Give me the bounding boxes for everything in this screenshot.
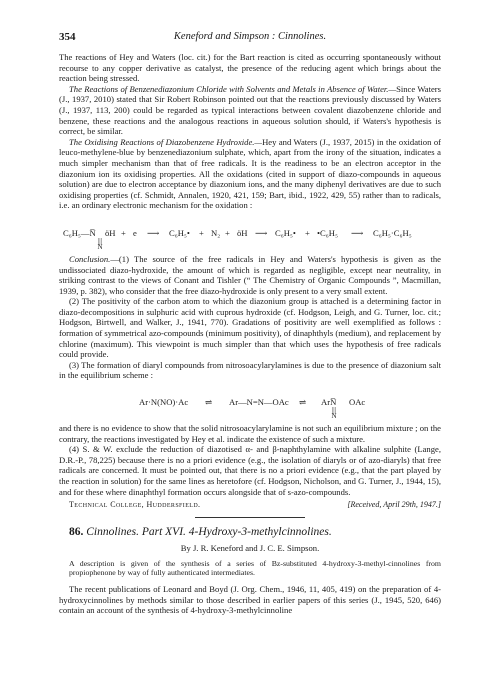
divider-rule bbox=[195, 517, 305, 518]
eq1-token: + bbox=[121, 227, 126, 238]
conclusion-1 bbox=[59, 254, 441, 296]
eq1-token: C₆H₅• bbox=[275, 227, 296, 238]
page-number: 354 bbox=[59, 31, 76, 43]
eq1-token: ⟶ bbox=[147, 227, 160, 238]
article-intro: The recent publications of Leonard and Boyd (J. Org. Chem., 1946, 11, 405, 419) on the preparation of 4-hydroxycinnolines by methods similar to those described in earlier papers of this series (J., 1945, 520, 646) contain an account of the synthesis of 4-hydroxy-3-methylcinnoline bbox=[59, 583, 441, 616]
received-date: [Received, April 29th, 1947.] bbox=[347, 500, 441, 510]
eq2-token: Ar—N=N—OAc bbox=[229, 397, 289, 408]
paragraph-3 bbox=[59, 137, 441, 211]
eq1-token: öH bbox=[237, 227, 248, 238]
eq1-token: •C₆H₅ bbox=[317, 227, 338, 238]
eq2-token: ⇌ bbox=[299, 397, 307, 408]
paragraph-1: The reactions of Hey and Waters (loc. cit.) for the Bart reaction is cited as occurring spontaneously without recourse to any copper derivative as catalyst, the presence of the reducing agent which brings about the reaction being stressed. bbox=[59, 52, 441, 84]
conclusion-3b: and there is no evidence to show that the solid nitrosoacylarylamine is not such an equilibrium mixture ; on the contrary, the reactions investigated by Hey et al. indicate the existence of such a mixture. bbox=[59, 423, 441, 444]
paragraph-2-text: Since Waters (J., 1937, 2010) stated that Sir Robert Robinson pointed out that the reactions previously discussed by Waters (J., 1937, 113, 200) could be regarded as typical interactions between covalent diazobenzene chloride and benzene, these reactions and the analogous reactions in aqueous solution should, if Waters's hypothesis is correct, be similar. bbox=[59, 83, 442, 137]
conclusion-3: (3) The formation of diaryl compounds from nitrosoacylarylamines is due to the presence of diazonium salt in the equilibrium scheme : bbox=[59, 359, 441, 381]
affiliation-line bbox=[59, 500, 441, 511]
conclusion-1-text: —(1) The source of the free radicals in Hey and Waters's hypothesis is given as the undissociated diazo-hydroxide, the amount of which is regarded as negligible, except near neutrality, in striking contrast to the views of Conant and Tishler (“ The Chemistry of Organic Compounds ”, Macmillan, 1939, p. 382), who consider that the free diazo-hydroxide is only present to a very small extent. bbox=[59, 253, 441, 296]
article-byline: By J. R. Keneford and J. C. E. Simpson. bbox=[180, 543, 320, 554]
article-title: Cinnolines. Part XVI. 4-Hydroxy-3-methylcinnolines. bbox=[86, 526, 332, 539]
page-body bbox=[59, 52, 441, 616]
conclusion-heading: Conclusion. bbox=[69, 253, 111, 264]
eq2-token: Ar·N(NO)·Ac bbox=[139, 397, 189, 408]
conclusion-2: (2) The positivity of the carbon atom to which the diazonium group is attached is a determining factor in diazo-decompositions in sulphuric acid with cuprous hydroxide (cf. Hodgson, Leigh, and G. Turner, loc. cit.; Hodgson, Birtwell, and Walker, J., 1941, 770). Gradations of positivity are well exemplified as follows : formation of symmetrical azo-compounds (minimum positivity), of dinaphthyls (medium), and replacement by chlorine (maximum). This viewpoint is much simpler than that which uses the hypothesis of free radicals could provide. bbox=[59, 296, 441, 360]
eq1-token: C₆H₅—N̅ bbox=[63, 227, 96, 238]
eq2-token: OAc bbox=[349, 397, 366, 408]
eq1-token: + bbox=[305, 227, 310, 238]
paragraph-2 bbox=[59, 84, 441, 137]
eq2-token: ⇌ bbox=[205, 397, 213, 408]
article-heading bbox=[69, 526, 441, 539]
page-header bbox=[59, 31, 441, 45]
eq1-token: N₂ bbox=[211, 227, 221, 238]
eq1-token: C₆H₅·C₆H₅ bbox=[373, 227, 412, 238]
equation-1 bbox=[59, 218, 441, 251]
triple-bond-mark: ||| N bbox=[97, 236, 103, 251]
paragraph-3-text: Hey and Waters (J., 1937, 2015) in the oxidation of leuco-methylene-blue by benzenediazonium sulphate, which, apart from the irony of the situation, indicates a much simpler mechanism than that of free radicals. It is the readiness to be an electron acceptor in the diazonium ion its oxidising properties. All the oxidations (cited in support of diazo-compounds in aqueous solution) are due to electron acceptance by diazonium ions, and the many diphenyl derivatives are due to such oxidising properties (cf. Schmidt, Annalen, 1920, 421, 159; Bart, ibid., 1922, 429, 55) rather than to radicals, i.e. an ordinary electronic mechanism for the oxidation : bbox=[59, 136, 442, 211]
eq1-token: ⟶ bbox=[351, 227, 364, 238]
eq2-token: ArN̅ bbox=[321, 397, 337, 408]
equation-2 bbox=[59, 387, 441, 421]
triple-bond-mark: ||| N bbox=[331, 406, 337, 421]
eq1-token: C₆H₅• bbox=[169, 227, 190, 238]
eq1-token: e bbox=[133, 227, 137, 238]
article-abstract: A description is given of the synthesis of a series of Bz-substituted 4-hydroxy-3-methyl-cinnolines from propiophenone by way of fully authenticated intermediates. bbox=[69, 558, 441, 578]
article-number: 86. bbox=[69, 526, 84, 539]
eq1-token: + bbox=[225, 227, 230, 238]
section-heading: The Reactions of Benzenediazonium Chloride with Solvents and Metals in Absence of Water.— bbox=[69, 83, 397, 94]
running-title: Keneford and Simpson : Cinnolines. bbox=[173, 31, 327, 42]
conclusion-4: (4) S. & W. exclude the reduction of diazotised α- and β-naphthylamine with alkaline sulphite (Lange, D.R.-P., 78,225) because there is no a priori evidence (e.g., the isolation of diaryls or of azo-diaryls) that free radicals are concerned. It must be pointed out, that there is no a priori evidence (e.g., that the part played by the reaction in solution) for the same lines as heretofore (cf. Hodgson, Nicholson, and G. Turner, J., 1944, 15), and for these where dinaphthyl formation occurs alongside that of s-azo-compounds. bbox=[59, 444, 441, 497]
section-heading: The Oxidising Reactions of Diazobenzene Hydroxide.— bbox=[69, 136, 263, 147]
eq1-token: öH bbox=[105, 227, 116, 238]
affiliation: Technical College, Huddersfield. bbox=[69, 500, 201, 510]
eq1-token: + bbox=[199, 227, 204, 238]
eq1-token: ⟶ bbox=[255, 227, 268, 238]
